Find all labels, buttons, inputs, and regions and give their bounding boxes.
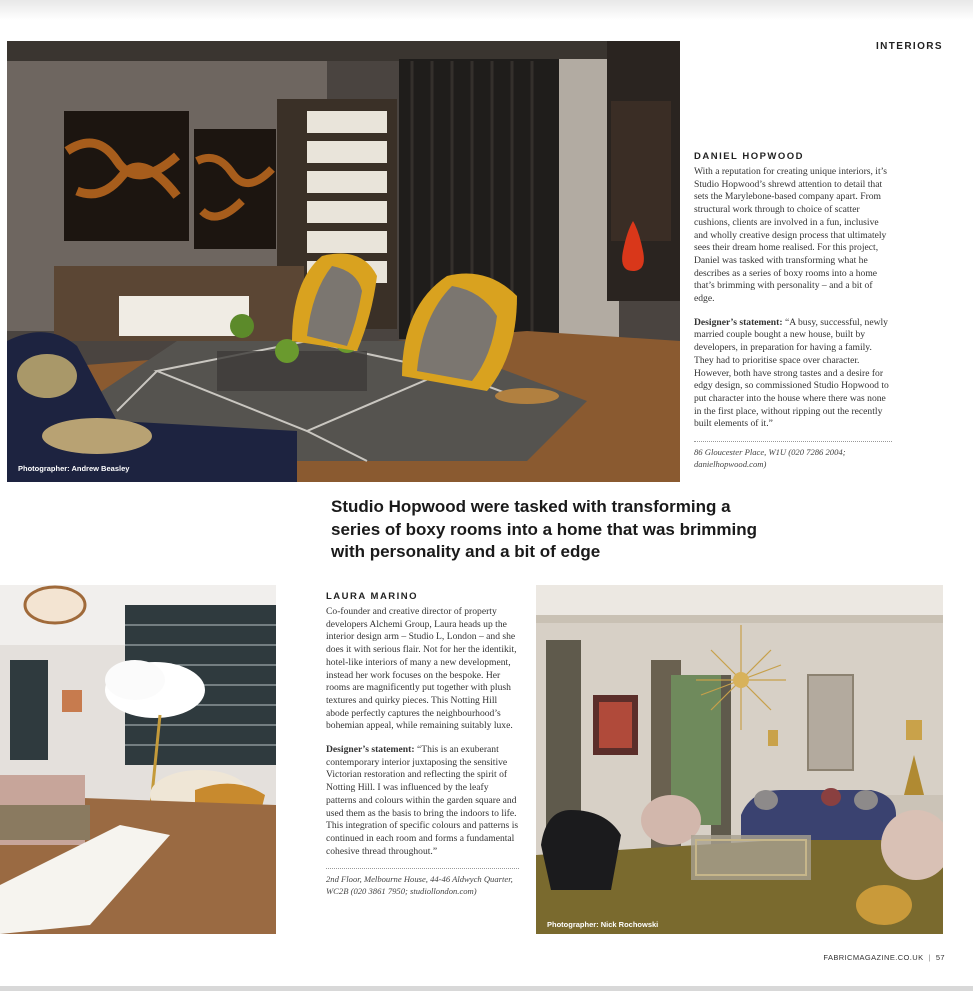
footer-site: FABRICMAGAZINE.CO.UK — [823, 953, 924, 962]
page-bottom-edge — [0, 986, 973, 991]
footer-separator: | — [928, 953, 931, 962]
marino-bio: Co-founder and creative director of property developers Alchemi Group, Laura heads up the interior design arm – Studio L, London – and she does it with serious flair. Not for her the identikit, hotel-like interiors of many a new development, instead her work focuses on the bespoke. Her rooms are magnificently put together with plush textures and quirky pieces. This Notting Hill abode perfectly captures the neighbourhood’s bohemian appeal, while remaining suitably luxe. — [326, 606, 517, 732]
hopwood-statement-text: “A busy, successful, newly married couple bought a new house, built by developers, in preparation for having a family. They had to prioritise space over character. However, both have strong tastes and a desire for edgy design, so commissioned Studio Hopwood to put character into the house where there was none in the first place, without ripping out the recently built elements of it.” — [694, 316, 889, 430]
hopwood-profile — [694, 151, 892, 470]
hopwood-statement — [694, 317, 892, 431]
pull-quote: Studio Hopwood were tasked with transforming a series of boxy rooms into a home that was brimming with personality and a bit of edge — [331, 497, 758, 561]
section-label: INTERIORS — [875, 41, 943, 52]
bottom-photo-credit: Photographer: Nick Rochowski — [547, 920, 659, 929]
top-photo-credit: Photographer: Andrew Beasley — [18, 464, 130, 473]
page-footer — [823, 953, 945, 962]
hopwood-address: 86 Gloucester Place, W1U (020 7286 2004; danielhopwood.com) — [694, 441, 892, 470]
marino-address: 2nd Floor, Melbourne House, 44-46 Aldwych Quarter, WC2B (020 3861 7950; studiollondon.com) — [326, 868, 519, 897]
page-number: 57 — [935, 953, 945, 962]
hopwood-name: DANIEL HOPWOOD — [694, 151, 805, 162]
marino-statement — [326, 744, 519, 858]
page-top-edge — [0, 0, 973, 20]
marino-name: LAURA MARINO — [326, 591, 419, 602]
marino-statement-text: “This is an exuberant contemporary interior juxtaposing the sensitive Victorian restoration and reflecting the spirit of Notting Hill. I was influenced by the leafy patterns and colours within the garden square and used them as the basis to bring the indoors to life. This integration of specific colours and patterns is continued in each room and forms a fundamental cohesive thread throughout.” — [326, 744, 519, 857]
hopwood-statement-label: Designer’s statement: — [694, 316, 783, 328]
hopwood-living-room-photo — [7, 41, 680, 482]
marino-statement-label: Designer’s statement: — [326, 744, 415, 756]
marino-bedroom-photo — [0, 585, 276, 934]
marino-living-room-photo — [536, 585, 943, 934]
marino-profile — [326, 591, 519, 897]
hopwood-bio: With a reputation for creating unique interiors, it’s Studio Hopwood’s shrewd attention to detail that sets the Marylebone-based company apart. From structural work through to choice of scatter cushions, clients are involved in a fun, inclusive and wholly creative design process that ultimately sees their dream home realised. For this project, Daniel was tasked with transforming what he describes as a series of boxy rooms into a home that’s brimming with personality – and a bit of edge. — [694, 166, 888, 305]
